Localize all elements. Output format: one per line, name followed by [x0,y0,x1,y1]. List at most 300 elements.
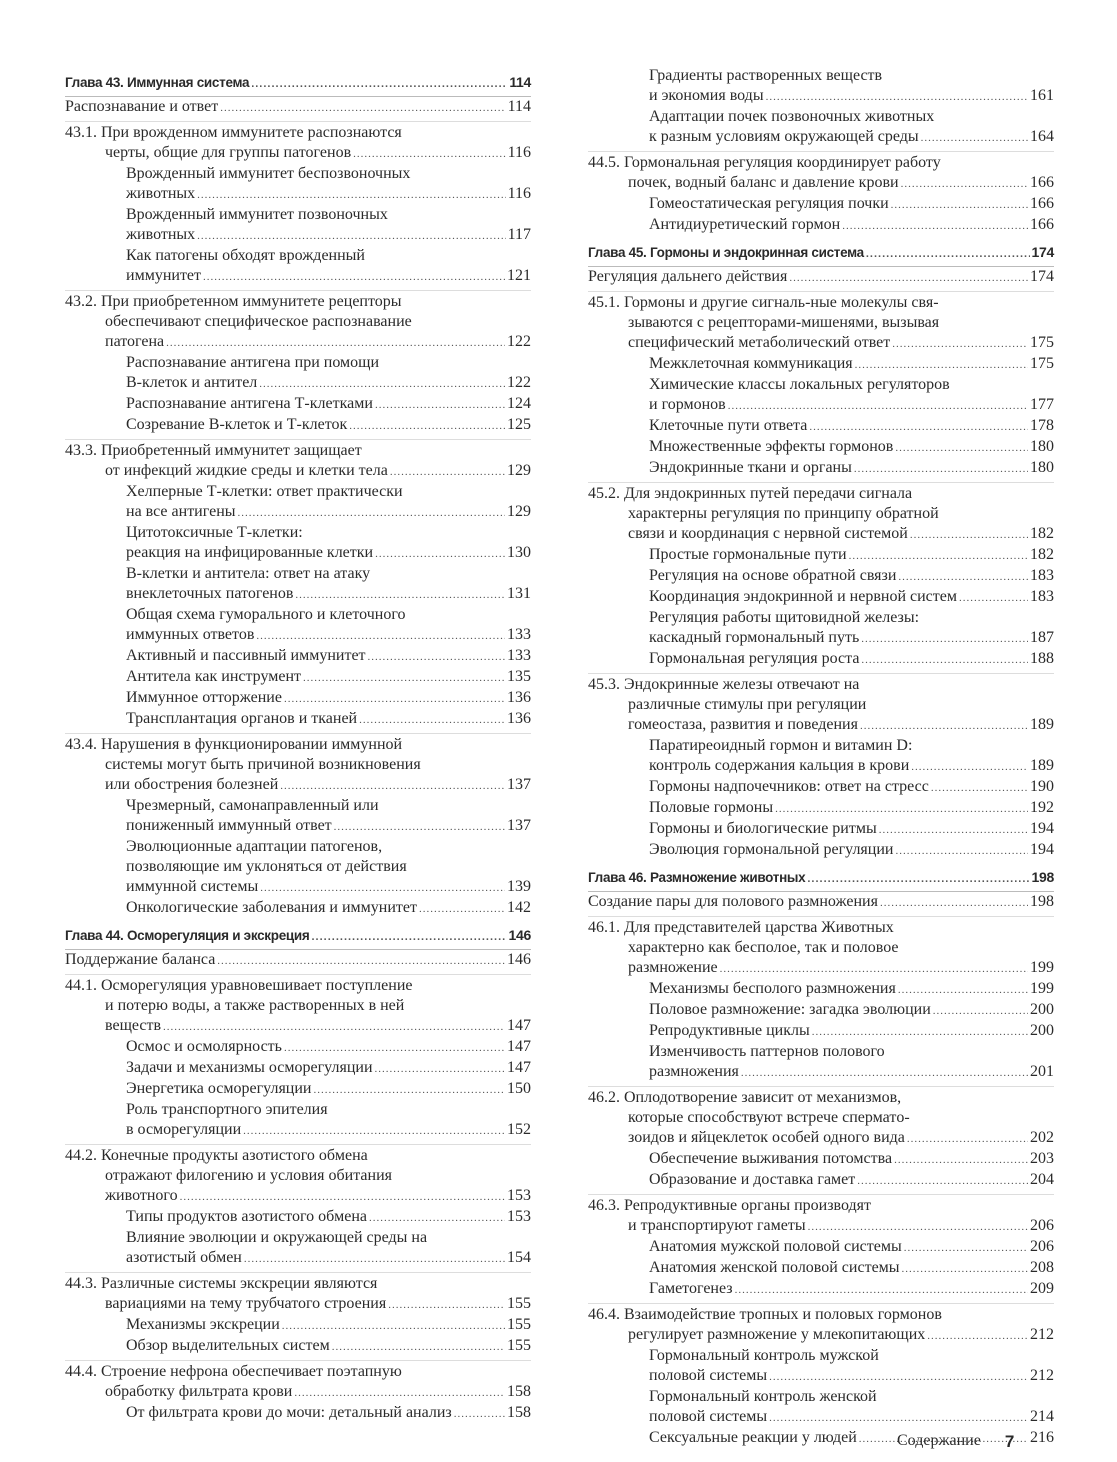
toc-entry-row [649,649,1054,670]
toc-entry-row [649,1170,1054,1191]
toc-subsection[interactable] [65,1403,531,1424]
toc-section[interactable] [65,121,531,164]
toc-entry-text: обеспечивают специфическое распознавание [105,313,412,330]
toc-page-number: 142 [507,899,531,916]
dot-leader [808,1217,1028,1237]
toc-entry-text: Механизмы экскреции [126,1316,280,1333]
toc-page-number: 198 [1031,869,1054,885]
toc-intro[interactable] [65,950,531,971]
toc-entry-text: Антидиуретический гормон [649,216,841,233]
toc-section[interactable] [588,1086,1054,1149]
toc-subsection[interactable] [588,736,1054,777]
toc-page-number: 152 [507,1121,531,1138]
toc-entry-row [649,979,1054,1000]
toc-page-number: 204 [1030,1171,1054,1188]
dot-leader [789,268,1028,288]
toc-entry-text: Общая схема гуморального и клеточного [126,606,406,623]
toc-entry-row [649,1237,1054,1258]
toc-entry-text: Градиенты растворенных веществ [649,67,883,84]
toc-section[interactable] [588,482,1054,545]
toc-entry-text: различные стимулы при регуляции [628,696,867,713]
toc-entry-row [65,143,531,164]
toc-entry-text: Энергетика осморегуляции [126,1080,312,1097]
toc-page-number: 153 [507,1208,531,1225]
toc-entry-text: Эволюционные адаптации патогенов, [126,838,383,855]
dot-leader [197,226,505,246]
toc-subsection[interactable] [65,605,531,646]
toc-entry-row [126,1403,531,1424]
toc-page-number: 209 [1030,1280,1054,1297]
toc-section[interactable] [588,673,1054,736]
toc-subsection[interactable] [65,898,531,919]
toc-entry-row [126,709,531,730]
dot-leader [910,525,1028,545]
running-title: Содержание [897,1432,981,1449]
dot-leader [217,951,505,971]
toc-entry-text: Механизмы бесполого размножения [649,980,896,997]
toc-subsection[interactable] [65,523,531,564]
toc-page-number: 133 [507,647,531,664]
toc-subsection[interactable] [65,837,531,898]
toc-page-number: 137 [507,776,531,793]
toc-page-number: 190 [1030,778,1054,795]
toc-chapter[interactable] [65,923,531,950]
dot-leader [260,878,505,898]
dot-leader [769,1367,1028,1387]
toc-subsection[interactable] [65,482,531,523]
toc-entry-row [588,958,1054,979]
toc-entry-text: почек, водный баланс и давление крови [628,174,899,191]
toc-entry-row [65,72,531,94]
toc-page-number: 166 [1030,174,1054,191]
toc-entry-text: специфический метаболический ответ [628,334,891,351]
toc-entry-text: связи и координация с нервной системой [628,525,908,542]
toc-subsection[interactable] [65,646,531,667]
toc-entry-row [588,867,1054,889]
toc-page-number: 122 [507,333,531,350]
toc-page-number: 158 [507,1383,531,1400]
toc-page-number: 187 [1030,629,1054,646]
dot-leader [921,128,1028,148]
toc-subsection[interactable] [65,1336,531,1357]
toc-intro[interactable] [65,97,531,118]
toc-entry-row [649,1062,1054,1083]
dot-leader [303,668,505,688]
toc-page-number: 188 [1030,650,1054,667]
dot-leader [359,710,505,730]
toc-entry-row [126,502,531,523]
toc-entry-text: Цитотоксичные Т-клетки: [126,524,303,541]
toc-page-number: 166 [1030,216,1054,233]
toc-subsection[interactable] [65,688,531,709]
toc-entry-text: Создание пары для полового размножения [588,893,878,910]
toc-page-number: 166 [1030,195,1054,212]
toc-entry-text: Хелперные Т-клетки: ответ практически [126,483,403,500]
toc-entry-row [126,1207,531,1228]
toc-subsection[interactable] [65,1228,531,1269]
toc-entry-row [126,1120,531,1141]
toc-entry-text: 44.3. Различные системы экскреции являются [65,1275,378,1292]
toc-subsection[interactable] [65,353,531,394]
toc-entry-row [649,798,1054,819]
toc-subsection[interactable] [65,246,531,287]
toc-entry-text: 46.4. Взаимодействие тропных и половых гормонов [588,1306,942,1323]
toc-entry-text: От фильтрата крови до мочи: детальный анализ [126,1404,452,1421]
toc-subsection[interactable] [65,1058,531,1079]
toc-entry-text: Анатомия мужской половой системы [649,1238,902,1255]
toc-entry-row [126,1079,531,1100]
toc-entry-text: Химические классы локальных регуляторов [649,376,950,393]
toc-entry-text: B-клетки и антитела: ответ на атаку [126,565,371,582]
toc-subsection[interactable] [588,437,1054,458]
toc-chapter[interactable] [65,70,531,97]
dot-leader [454,1404,505,1424]
toc-subsection[interactable] [65,1079,531,1100]
toc-section[interactable] [65,290,531,353]
page-number: 7 [1004,1432,1015,1451]
toc-section[interactable] [588,916,1054,979]
toc-entry-text: Задачи и механизмы осморегуляции [126,1059,373,1076]
toc-entry-text: в осморегуляции [126,1121,242,1138]
toc-subsection[interactable] [65,1207,531,1228]
toc-entry-text: животных [126,226,196,243]
toc-subsection[interactable] [588,798,1054,819]
toc-entry-row [649,819,1054,840]
toc-entry-row [65,461,531,482]
toc-page-number: 183 [1030,567,1054,584]
toc-entry-text: обработку фильтрата крови [105,1383,293,1400]
toc-subsection[interactable] [588,1042,1054,1083]
toc-chapter[interactable] [588,865,1054,892]
dot-leader [880,893,1028,913]
toc-page-number: 183 [1030,588,1054,605]
toc-page-number: 158 [507,1404,531,1421]
toc-page-number: 182 [1030,525,1054,542]
dot-leader [735,1280,1028,1300]
toc-subsection[interactable] [588,819,1054,840]
toc-subsection[interactable] [588,458,1054,479]
toc-page-number: 114 [507,98,531,115]
toc-entry-row [649,756,1054,777]
dot-leader [295,585,505,605]
toc-subsection[interactable] [588,107,1054,148]
toc-page-number: 180 [1030,438,1054,455]
toc-subsection[interactable] [588,1237,1054,1258]
toc-entry-row [588,715,1054,736]
toc-entry-row [649,1407,1054,1428]
toc-page-number: 155 [507,1337,531,1354]
toc-page-number: 146 [507,951,531,968]
toc-page-number: 206 [1030,1217,1054,1234]
toc-entry-row [588,1216,1054,1237]
dot-leader [256,626,505,646]
toc-entry-row [126,184,531,205]
toc-entry-text: Роль транспортного эпителия [126,1101,328,1118]
toc-subsection[interactable] [65,796,531,837]
dot-leader [203,267,505,287]
toc-entry-row [588,242,1054,264]
toc-subsection[interactable] [588,1258,1054,1279]
toc-chapter[interactable] [588,240,1054,267]
toc-page-number: 198 [1030,893,1054,910]
toc-entry-text: отражают филогению и условия обитания [105,1167,393,1184]
toc-page-number: 175 [1030,355,1054,372]
toc-subsection[interactable] [65,709,531,730]
dot-leader [894,1150,1028,1170]
toc-entry-row [588,892,1054,913]
toc-subsection[interactable] [65,564,531,605]
toc-entry-text: зоидов и яйцеклеток особей одного вида [628,1129,905,1146]
dot-leader [741,1063,1028,1083]
dot-leader [861,629,1028,649]
toc-page-number: 202 [1030,1129,1054,1146]
toc-page-number: 194 [1030,820,1054,837]
dot-leader [244,1249,505,1269]
toc-entry-row [126,1037,531,1058]
toc-page-number: 155 [507,1295,531,1312]
toc-entry-text: Регуляция на основе обратной связи [649,567,897,584]
toc-entry-text: Образование и доставка гамет [649,1171,856,1188]
toc-entry-row [588,1325,1054,1346]
dot-leader [879,820,1028,840]
toc-subsection[interactable] [588,1000,1054,1021]
dot-leader [166,333,505,353]
toc-subsection[interactable] [65,415,531,436]
dot-leader [220,98,505,118]
toc-section[interactable] [65,974,531,1037]
toc-subsection[interactable] [588,608,1054,649]
toc-subsection[interactable] [65,1100,531,1141]
toc-entry-text: 44.2. Конечные продукты азотистого обмена [65,1147,368,1164]
toc-page-number: 206 [1030,1238,1054,1255]
toc-subsection[interactable] [65,164,531,205]
toc-entry-text: Регуляция работы щитовидной железы: [649,609,920,626]
toc-entry-row [126,646,531,667]
toc-page-number: 147 [507,1017,531,1034]
toc-page-number: 212 [1030,1367,1054,1384]
dot-leader [251,74,507,94]
dot-leader [927,1326,1028,1346]
toc-entry-row [649,1021,1054,1042]
toc-entry-text: размножение [628,959,718,976]
toc-section[interactable] [65,733,531,796]
dot-leader [313,1080,505,1100]
toc-entry-row [588,333,1054,354]
toc-subsection[interactable] [65,205,531,246]
toc-entry-text: к разным условиям окружающей среды [649,128,919,145]
toc-subsection[interactable] [65,1037,531,1058]
toc-page-number: 175 [1030,334,1054,351]
toc-entry-row [65,775,531,796]
toc-entry-row [65,332,531,353]
toc-subsection[interactable] [588,649,1054,670]
toc-entry-row [126,394,531,415]
dot-leader [807,869,1029,889]
dot-leader [895,841,1028,861]
dot-leader [369,1208,505,1228]
toc-page-number: 133 [507,626,531,643]
toc-page-number: 161 [1030,87,1054,104]
dot-leader [849,546,1028,566]
toc-page-number: 146 [508,927,531,943]
toc-entry-text: Гомеостатическая регуляция почки [649,195,889,212]
toc-entry-text: зываются с рецепторами-мишенями, вызывая [628,314,940,331]
toc-entry-text: Гормональный контроль женской [649,1388,877,1405]
toc-entry-text: иммунитет [126,267,202,284]
dot-leader [284,689,505,709]
dot-leader [375,395,505,415]
toc-subsection[interactable] [588,1387,1054,1428]
toc-entry-row [126,1248,531,1269]
toc-subsection[interactable] [65,667,531,688]
toc-page-number: 200 [1030,1022,1054,1039]
toc-entry-text: Поддержание баланса [65,951,216,968]
toc-entry-row [126,225,531,246]
dot-leader [294,1383,505,1403]
toc-subsection[interactable] [588,566,1054,587]
toc-entry-text: Распознавание и ответ [65,98,219,115]
toc-subsection[interactable] [588,777,1054,798]
dot-leader [860,716,1028,736]
toc-entry-text: вариациями на тему трубчатого строения [105,1295,387,1312]
toc-entry-row [649,566,1054,587]
toc-subsection[interactable] [65,1315,531,1336]
toc-entry-row [65,925,531,947]
toc-entry-text: Осмос и осмолярность [126,1038,282,1055]
toc-subsection[interactable] [588,1346,1054,1387]
toc-entry-row [126,898,531,919]
toc-entry-text: системы могут быть причиной возникновения [105,756,421,773]
toc-section[interactable] [588,291,1054,354]
toc-entry-text: размножения [649,1063,739,1080]
toc-subsection[interactable] [588,1021,1054,1042]
toc-entry-text: реакция на инфицированные клетки [126,544,374,561]
toc-subsection[interactable] [588,587,1054,608]
toc-entry-row [649,587,1054,608]
toc-subsection[interactable] [588,1170,1054,1191]
toc-column-right [588,66,1054,1449]
dot-leader [812,1022,1028,1042]
dot-leader [901,174,1028,194]
dot-leader [720,959,1028,979]
toc-intro[interactable] [588,267,1054,288]
dot-leader [898,567,1028,587]
toc-page-number: 129 [507,503,531,520]
toc-entry-text: Врожденный иммунитет позвоночных [126,206,388,223]
toc-entry-text: Межклеточная коммуникация [649,355,853,372]
dot-leader [334,817,505,837]
page-footer [897,1432,1014,1452]
toc-section[interactable] [588,1194,1054,1237]
toc-page-number: 155 [507,1316,531,1333]
toc-page-number: 150 [507,1080,531,1097]
toc-entry-row [649,1366,1054,1387]
toc-page-number: 189 [1030,716,1054,733]
dot-leader [353,144,505,164]
dot-leader [898,980,1028,1000]
toc-entry-text: Распознавание антигена при помощи [126,354,380,371]
toc-subsection[interactable] [588,840,1054,861]
toc-subsection[interactable] [588,416,1054,437]
toc-subsection[interactable] [588,375,1054,416]
toc-subsection[interactable] [588,66,1054,107]
toc-entry-text: и транспортируют гаметы [628,1217,806,1234]
toc-entry-text: Гаметогенез [649,1280,733,1297]
toc-entry-text: 43.2. При приобретенном иммунитете рецепторы [65,293,402,310]
toc-section[interactable] [65,439,531,482]
toc-entry-row [649,86,1054,107]
toc-entry-text: 46.2. Оплодотворение зависит от механизмов, [588,1089,902,1106]
toc-section[interactable] [65,1360,531,1403]
toc-entry-text: характерны регуляция по принципу обратной [628,505,939,522]
dot-leader [866,244,1030,264]
dot-leader [933,1001,1028,1021]
toc-entry-text: Половые гормоны [649,799,774,816]
toc-page-number: 199 [1030,980,1054,997]
toc-entry-row [649,840,1054,861]
toc-page-number: 130 [507,544,531,561]
toc-entry-text: Как патогены обходят врожденный [126,247,365,264]
toc-subsection[interactable] [588,194,1054,215]
toc-subsection[interactable] [588,1279,1054,1300]
toc-subsection[interactable] [65,394,531,415]
toc-entry-text: 43.3. Приобретенный иммунитет защищает [65,442,362,459]
toc-page-number: 124 [507,395,531,412]
toc-entry-row [649,437,1054,458]
dot-leader [375,544,505,564]
toc-section[interactable] [65,1272,531,1315]
dot-leader [842,216,1028,236]
dot-leader [891,195,1028,215]
toc-subsection[interactable] [588,979,1054,1000]
dot-leader [766,87,1028,107]
toc-entry-text: и потерю воды, а также растворенных в ней [105,997,405,1014]
toc-intro[interactable] [588,892,1054,913]
toc-section[interactable] [588,1303,1054,1346]
toc-entry-text: Глава 44. Осморегуляция и экскреция [65,928,310,943]
dot-leader [892,334,1028,354]
toc-subsection[interactable] [588,215,1054,236]
toc-entry-row [649,194,1054,215]
toc-entry-text: гомеостаза, развития и поведения [628,716,858,733]
toc-entry-text: 46.1. Для представителей царства Животных [588,919,894,936]
toc-section[interactable] [65,1144,531,1207]
toc-entry-text: 45.1. Гормоны и другие сигналь-ные молекулы свя- [588,294,939,311]
toc-entry-text: пониженный иммунный ответ [126,817,332,834]
toc-entry-text: половой системы [649,1367,768,1384]
toc-page-number: 137 [507,817,531,834]
dot-leader [388,1295,505,1315]
toc-entry-text: внеклеточных патогенов [126,585,294,602]
toc-subsection[interactable] [588,1149,1054,1170]
dot-leader [284,1038,505,1058]
toc-subsection[interactable] [588,354,1054,375]
dot-leader [312,927,507,947]
dot-leader [243,1121,505,1141]
toc-entry-text: от инфекций жидкие среды и клетки тела [105,462,388,479]
toc-entry-text: Координация эндокринной и нервной систем [649,588,957,605]
dot-leader [809,417,1028,437]
dot-leader [349,416,505,436]
toc-section[interactable] [588,151,1054,194]
toc-entry-row [649,545,1054,566]
toc-page-number: 203 [1030,1150,1054,1167]
toc-page-number: 164 [1030,128,1054,145]
toc-subsection[interactable] [588,545,1054,566]
toc-entry-text: Эволюция гормональной регуляции [649,841,894,858]
toc-entry-row [65,97,531,118]
toc-entry-text: Созревание B-клеток и Т-клеток [126,416,348,433]
